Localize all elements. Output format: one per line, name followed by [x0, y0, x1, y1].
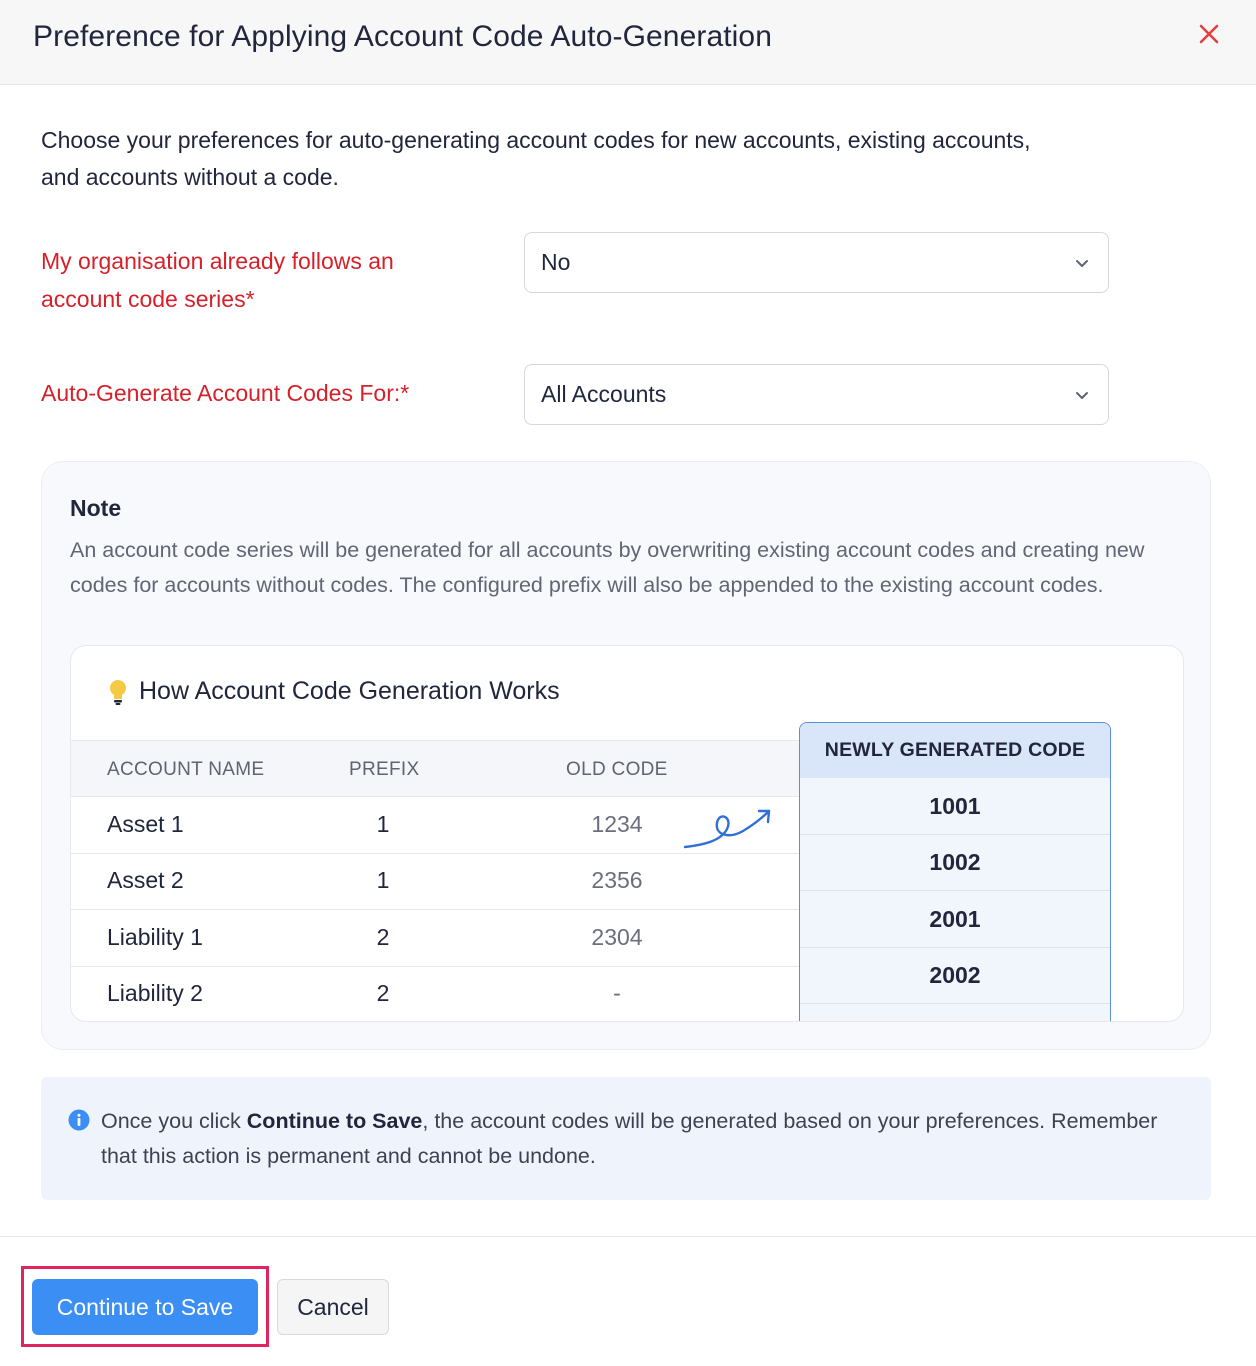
table-row	[71, 910, 801, 967]
new-code-cell: 1001	[800, 779, 1110, 835]
old-code-value: 2356	[591, 867, 643, 893]
new-code-cell: 1002	[800, 835, 1110, 891]
new-code-column	[799, 722, 1111, 1022]
new-code-cell: 2001	[800, 892, 1110, 948]
intro-text: Choose your preferences for auto-generating account codes for new accounts, existing accounts, and accounts without a code.	[41, 127, 1031, 190]
chevron-down-icon	[1074, 388, 1090, 404]
note-title: Note	[70, 495, 122, 521]
footer-divider	[0, 1236, 1256, 1237]
prefix-value: 1	[376, 867, 390, 893]
generate-for-select[interactable]	[524, 364, 1109, 425]
lightbulb-icon	[107, 678, 129, 706]
note-text: An account code series will be generated for all accounts by overwriting existing account codes and creating new codes for accounts without codes. The configured prefix will also be appended to the existing account codes.	[70, 538, 1145, 597]
table-row	[71, 966, 801, 1022]
prefix-value: 2	[376, 980, 390, 1006]
dialog-header	[0, 0, 1256, 85]
prefix-value: 2	[376, 924, 390, 950]
existing-series-value: No	[541, 249, 571, 275]
arrow-icon	[681, 801, 773, 851]
continue-to-save-button[interactable]: Continue to Save	[32, 1279, 258, 1335]
how-it-works-card	[70, 645, 1184, 1022]
info-bold-text: Continue to Save	[246, 1109, 423, 1133]
info-banner	[41, 1077, 1211, 1200]
dialog-title: Preference for Applying Account Code Auto-Generation	[33, 20, 772, 53]
header-prefix: PREFIX	[349, 759, 420, 780]
generate-for-label: Auto-Generate Account Codes For:*	[41, 380, 410, 406]
prefix-value: 1	[376, 811, 390, 837]
header-new-code: NEWLY GENERATED CODE	[800, 723, 1110, 778]
account-name: Liability 2	[107, 980, 203, 1006]
cancel-button[interactable]: Cancel	[277, 1279, 389, 1335]
header-old-code: OLD CODE	[566, 759, 668, 780]
existing-series-select[interactable]	[524, 232, 1109, 293]
old-code-value: 1234	[591, 811, 643, 837]
new-code-cell: 2002	[800, 948, 1110, 1004]
account-name: Asset 2	[107, 867, 184, 893]
how-it-works-title: How Account Code Generation Works	[139, 677, 560, 705]
account-name: Liability 1	[107, 924, 203, 950]
old-code-value: 2304	[591, 924, 643, 950]
account-name: Asset 1	[107, 811, 184, 837]
info-text: Once you click Continue to Save, the account codes will be generated based on your preferences. Remember that this action is permanent and cannot be undone.	[101, 1109, 1158, 1168]
generate-for-value: All Accounts	[541, 381, 667, 407]
note-box	[41, 461, 1211, 1050]
table-row	[71, 853, 801, 910]
table-header	[71, 740, 801, 797]
chevron-down-icon	[1074, 256, 1090, 272]
close-icon[interactable]	[1194, 18, 1224, 48]
old-code-value: -	[613, 980, 621, 1006]
info-icon	[68, 1109, 90, 1131]
header-account-name: ACCOUNT NAME	[107, 759, 265, 780]
existing-series-label: My organisation already follows an account code series*	[41, 248, 394, 312]
